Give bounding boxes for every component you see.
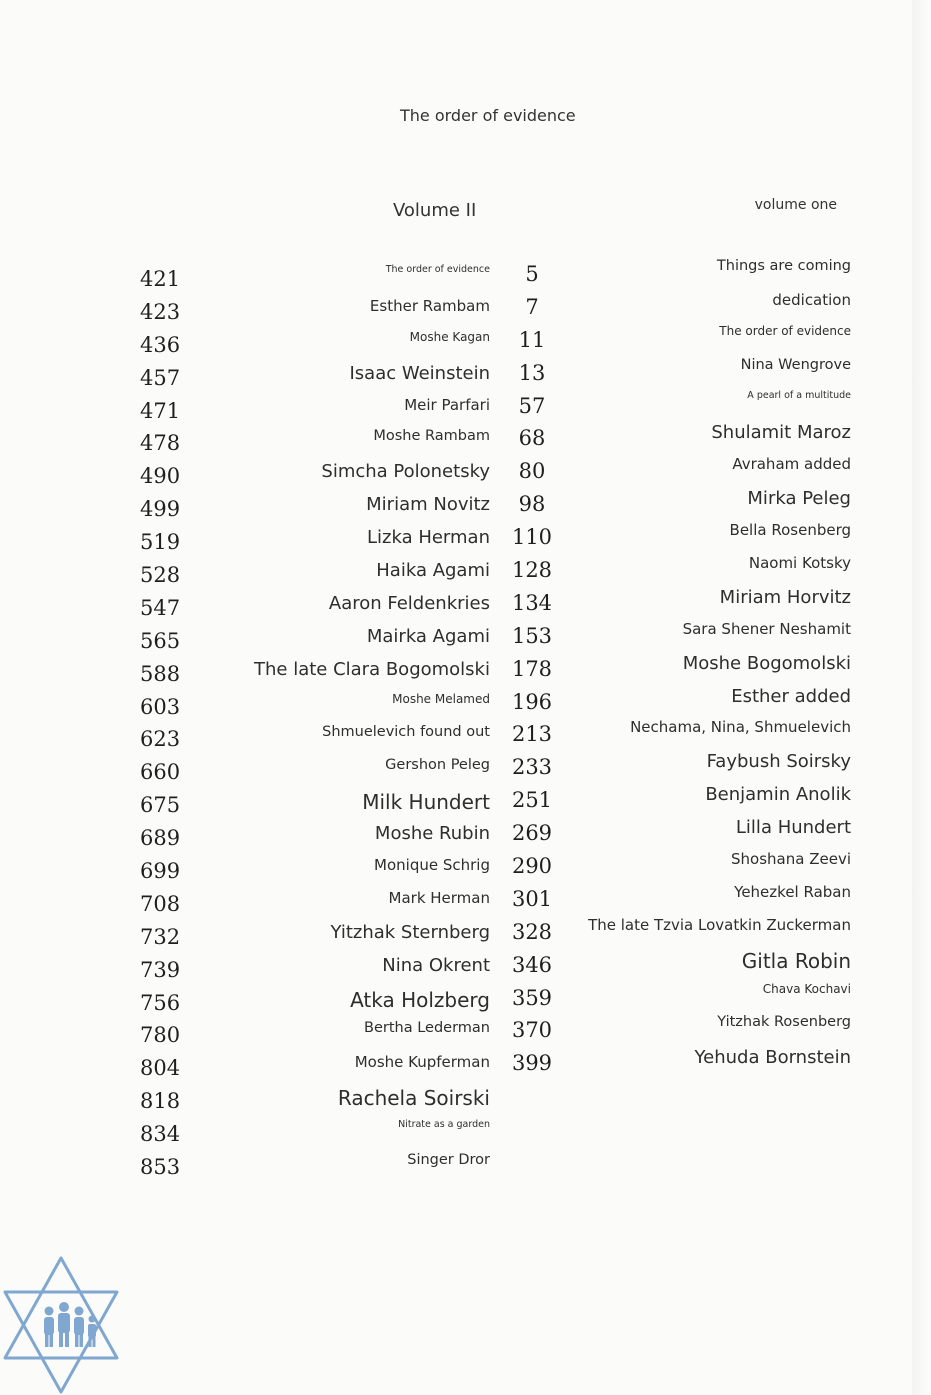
toc-entry: Meir Parfari — [404, 395, 490, 414]
toc-entry: Nina Okrent — [382, 954, 490, 976]
toc-entry: Moshe Rambam — [373, 428, 490, 445]
page-number: 359 — [511, 985, 553, 1010]
toc-entry: Nitrate as a garden — [398, 1119, 490, 1131]
page-number: 675 — [140, 793, 181, 818]
page-number: 623 — [140, 727, 181, 752]
toc-entry: Isaac Weinstein — [349, 362, 490, 384]
toc-entry: Rachela Soirski — [337, 1086, 490, 1111]
star-of-david-family-icon — [1, 1255, 121, 1395]
toc-entry: Moshe Kupferman — [354, 1053, 490, 1072]
page-number: 708 — [140, 891, 181, 916]
toc-entry: Yehuda Bornstein — [694, 1047, 851, 1069]
page-number: 346 — [511, 952, 553, 977]
toc-entry: Mirka Peleg — [747, 488, 851, 510]
page-number: 818 — [140, 1089, 181, 1114]
toc-entry: Esther Rambam — [369, 296, 490, 315]
page-number: 660 — [140, 760, 181, 785]
page-number: 457 — [140, 365, 181, 390]
page-number: 57 — [518, 393, 546, 418]
toc-entry: Simcha Polonetsky — [321, 461, 490, 483]
toc-entry: Naomi Kotsky — [748, 554, 851, 573]
toc-entry: Mark Herman — [388, 888, 490, 907]
page-number: 399 — [511, 1051, 553, 1076]
toc-entry: Sara Shener Neshamit — [682, 619, 851, 638]
page-number: 178 — [511, 656, 553, 681]
page-number: 213 — [511, 722, 553, 747]
page-number: 7 — [525, 294, 539, 319]
page-number: 301 — [511, 886, 553, 911]
page-number: 11 — [518, 327, 546, 352]
page-number: 528 — [140, 563, 181, 588]
toc-entry: The order of evidence — [385, 264, 490, 275]
page-number: 328 — [511, 919, 553, 944]
toc-entry: Benjamin Anolik — [705, 784, 851, 806]
page-edge — [912, 0, 931, 1395]
page-number: 269 — [511, 821, 553, 846]
page-number: 478 — [140, 431, 181, 456]
page-number: 834 — [140, 1122, 181, 1147]
toc-entry: Lilla Hundert — [735, 817, 851, 839]
page-number: 13 — [518, 360, 546, 385]
volume-one-page-numbers — [506, 262, 558, 1084]
page-number: 421 — [140, 267, 181, 291]
toc-entry: Aaron Feldenkries — [328, 592, 490, 614]
page-number: 756 — [140, 990, 181, 1015]
page-number: 490 — [140, 464, 181, 489]
toc-entry: Shulamit Maroz — [711, 422, 851, 444]
volume-two-heading: Volume II — [393, 200, 477, 221]
toc-entry: The order of evidence — [719, 323, 851, 338]
page-number: 233 — [511, 755, 553, 780]
toc-entry: Shoshana Zeevi — [731, 850, 851, 869]
page-number: 853 — [140, 1155, 181, 1180]
toc-entry: Yitzhak Sternberg — [330, 921, 490, 943]
toc-entry: dedication — [772, 290, 851, 309]
page-number: 732 — [140, 924, 181, 949]
toc-entry: Yehezkel Raban — [734, 882, 851, 901]
volume-two-entries — [230, 264, 490, 1185]
page-number: 370 — [511, 1018, 553, 1043]
page-number: 128 — [511, 558, 553, 583]
page-number: 547 — [140, 595, 181, 620]
volume-one-heading: volume one — [754, 197, 837, 213]
page-number: 780 — [140, 1023, 181, 1048]
toc-entry: Esther added — [731, 685, 851, 707]
toc-entry: Atka Holzberg — [350, 987, 490, 1012]
page-number: 134 — [511, 590, 553, 615]
toc-entry: Nechama, Nina, Shmuelevich — [630, 718, 851, 737]
toc-entry: Shmuelevich found out — [322, 724, 490, 741]
volume-one-entries — [585, 258, 851, 1080]
toc-entry: Singer Dror — [407, 1152, 490, 1169]
page-number: 68 — [518, 426, 546, 451]
volume-two-page-numbers — [140, 267, 200, 1188]
toc-entry: Mairka Agami — [366, 625, 490, 647]
toc-entry: The late Tzvia Lovatkin Zuckerman — [588, 915, 851, 934]
toc-entry: Monique Schrig — [374, 856, 490, 875]
page-number: 423 — [140, 299, 181, 324]
toc-entry: Things are coming — [716, 258, 851, 274]
page-number: 110 — [511, 525, 553, 550]
page-number: 519 — [140, 530, 181, 555]
toc-entry: Avraham added — [732, 455, 851, 474]
page-number: 98 — [518, 492, 546, 517]
page-title: The order of evidence — [400, 106, 576, 125]
page-number: 588 — [140, 661, 181, 686]
toc-entry: Miriam Horvitz — [719, 586, 851, 608]
toc-entry: Nina Wengrove — [740, 356, 851, 373]
page-number: 471 — [140, 398, 181, 423]
toc-entry: A pearl of a multitude — [747, 389, 851, 401]
toc-entry: Lizka Herman — [366, 527, 490, 549]
toc-entry: Miriam Novitz — [366, 494, 490, 516]
toc-entry: Moshe Kagan — [409, 329, 490, 344]
page-number: 153 — [511, 623, 553, 648]
toc-entry: The late Clara Bogomolski — [254, 658, 490, 680]
page-number: 196 — [511, 689, 553, 714]
toc-entry: Bella Rosenberg — [729, 521, 851, 540]
toc-entry: Milk Hundert — [362, 790, 490, 815]
page-number: 603 — [140, 694, 181, 719]
toc-entry: Bertha Lederman — [364, 1020, 490, 1037]
page-number: 699 — [140, 859, 181, 884]
toc-entry: Gitla Robin — [741, 948, 851, 973]
page-number: 804 — [140, 1056, 181, 1081]
page-number: 80 — [518, 459, 546, 484]
toc-entry: Moshe Rubin — [374, 823, 490, 845]
toc-entry: Faybush Soirsky — [706, 751, 851, 773]
page-number: 290 — [511, 854, 553, 879]
toc-entry: Moshe Melamed — [392, 691, 490, 706]
toc-entry: Gershon Peleg — [385, 757, 490, 774]
toc-entry: Chava Kochavi — [762, 981, 851, 996]
toc-entry: Yitzhak Rosenberg — [717, 1014, 851, 1031]
page-number: 251 — [511, 788, 553, 813]
page-number: 499 — [140, 497, 181, 522]
page-number: 739 — [140, 957, 181, 982]
toc-entry: Moshe Bogomolski — [682, 652, 851, 674]
page-number: 565 — [140, 628, 181, 653]
page-number: 689 — [140, 826, 181, 851]
toc-entry: Haika Agami — [376, 560, 490, 582]
page-number: 5 — [525, 262, 539, 286]
page-number: 436 — [140, 332, 181, 357]
